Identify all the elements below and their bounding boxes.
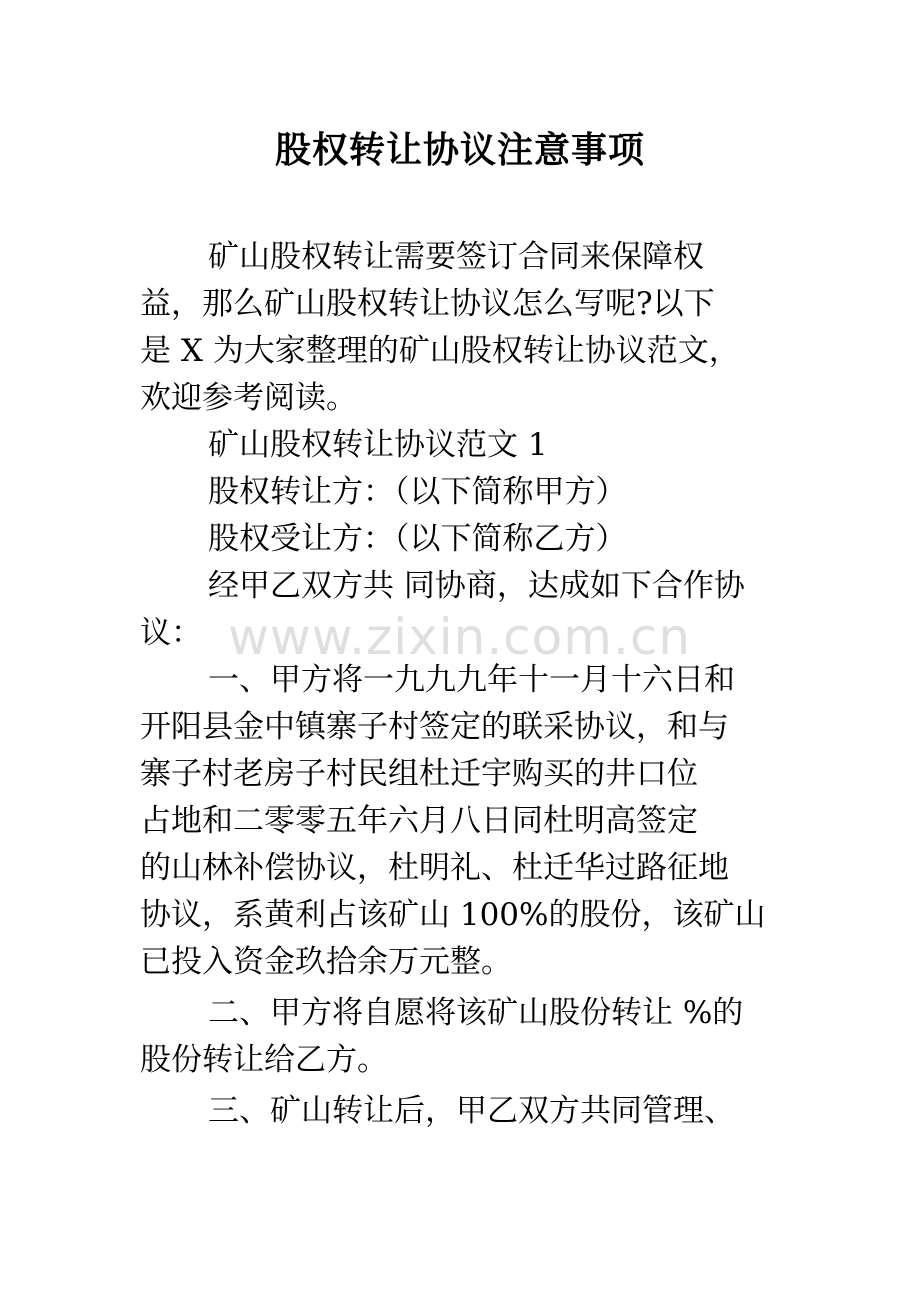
text-line: 的山林补偿协议，杜明礼、杜迁华过路征地	[140, 850, 729, 886]
clause-1	[140, 657, 800, 986]
document-body	[140, 234, 800, 1135]
text-line: 欢迎参考阅读。	[140, 380, 357, 416]
text-line: 开阳县金中镇寨子村签定的联采协议，和与	[140, 709, 729, 745]
text-line: 三、矿山转让后，甲乙双方共同管理、	[208, 1093, 735, 1129]
negotiation-paragraph	[140, 563, 800, 657]
transferor-line: 股权转让方：（以下简称甲方）	[208, 474, 627, 510]
intro-paragraph	[140, 234, 800, 422]
text-line: 协议，系黄利占该矿山 100%的股份，该矿山	[140, 897, 766, 933]
text-line: 股份转让给乙方。	[140, 1042, 388, 1078]
watermark: www.zixin.com.cn	[228, 608, 692, 666]
clause-3	[140, 1088, 800, 1135]
text-line: 一、甲方将一九九九年十一月十六日和	[208, 662, 735, 698]
text-line: 寨子村老房子村民组杜迁宇购买的井口位	[140, 756, 698, 792]
text-line: 议：	[140, 615, 202, 651]
clause-2	[140, 990, 800, 1084]
text-line: 是 X 为大家整理的矿山股权转让协议范文，	[140, 333, 740, 369]
text-line: 益，那么矿山股权转让协议怎么写呢?以下	[140, 286, 715, 322]
text-line: 已投入资金玖拾余万元整。	[140, 944, 512, 980]
text-line: 二、甲方将自愿将该矿山股份转让 %的	[208, 995, 744, 1031]
sample-heading: 矿山股权转让协议范文 1	[208, 427, 548, 463]
text-line: 占地和二零零五年六月八日同杜明高签定	[140, 803, 698, 839]
document-title: 股权转让协议注意事项	[274, 129, 645, 171]
text-line: 矿山股权转让需要签订合同来保障权	[208, 239, 704, 275]
transferee-line: 股权受让方：（以下简称乙方）	[208, 521, 627, 557]
text-line: 经甲乙双方共 同协商，达成如下合作协	[208, 568, 745, 604]
